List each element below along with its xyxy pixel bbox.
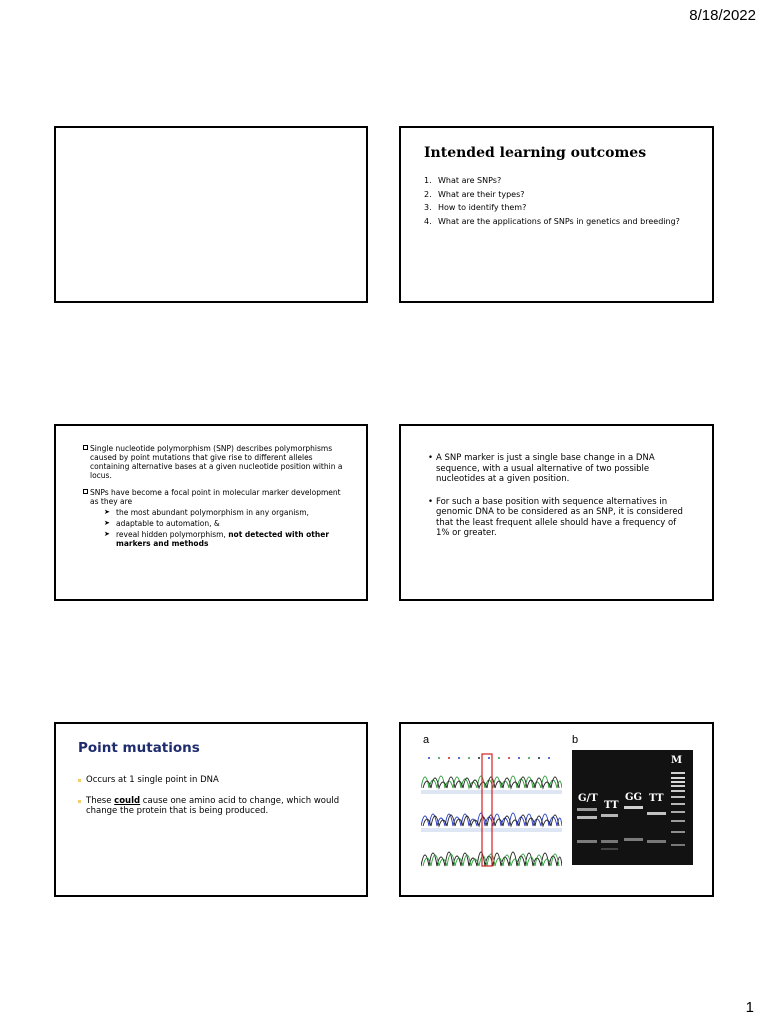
bullet-icon <box>78 800 81 803</box>
slide-title: Point mutations <box>78 740 200 756</box>
gel-label-tt: TT <box>604 800 619 811</box>
gel-label-gg: GG <box>625 792 643 803</box>
bullet-icon <box>78 779 81 782</box>
outcomes-list <box>424 176 686 230</box>
page-number: 1 <box>745 999 754 1016</box>
list-item: 4. What are the applications of SNPs in genetics and breeding? <box>424 216 680 226</box>
paragraph-occurs: Occurs at 1 single point in DNA <box>78 775 348 786</box>
panel-label-a: a <box>423 734 430 746</box>
paragraph-snp-marker: • A SNP marker is just a single base change in a DNA sequence, with a usual alternative of two possible nucleotides at a given position. <box>428 453 655 484</box>
gel-label-marker: M <box>671 755 683 766</box>
slide-3-snp-definition <box>54 424 368 601</box>
list-item: ➤ the most abundant polymorphism in any organism, <box>104 508 309 517</box>
list-item: 2. What are their types? <box>424 189 525 199</box>
slide-1-blank <box>54 126 368 303</box>
sub-list <box>104 508 351 548</box>
panel-label-b: b <box>572 734 579 746</box>
paragraph-snp-focal-point: SNPs have become a focal point in molecular marker development as they are ➤ the most abundant polymorphism in any organism, ➤ adaptable to automation, & ➤ reveal hidden polymorphism, not detected with other markers and methods <box>83 488 351 548</box>
list-item: ➤ reveal hidden polymorphism, not detected with other markers and methods <box>104 530 330 548</box>
arrow-bullet-icon: ➤ <box>104 530 110 538</box>
paragraph-amino-acid: These could cause one amino acid to change, which would change the protein that is being produced. <box>78 796 348 817</box>
checkbox-bullet-icon <box>83 445 88 450</box>
bullet-icon: • <box>428 453 434 463</box>
sequencing-chromatogram-image <box>421 752 562 868</box>
paragraph-snp-frequency: • For such a base position with sequence alternatives in genomic DNA to be considered as an SNP, it is considered that the least frequent allele should have a frequency of 1% or greater. <box>428 496 683 538</box>
slide-5-point-mutations <box>54 722 368 897</box>
paragraph-snp-definition: Single nucleotide polymorphism (SNP) describes polymorphisms caused by point mutations that give rise to different alleles containing alternative bases at a given nucleotide position within a locus. <box>83 444 351 480</box>
arrow-bullet-icon: ➤ <box>104 508 110 516</box>
gel-label-tt: TT <box>649 793 664 804</box>
page-date: 8/18/2022 <box>689 7 756 24</box>
slide-2-learning-outcomes <box>399 126 714 303</box>
slide-6-snp-figure <box>399 722 714 897</box>
gel-label-gt: G/T <box>578 793 598 804</box>
list-item: 3. How to identify them? <box>424 203 527 212</box>
list-item: 1. What are SNPs? <box>424 176 502 185</box>
bullet-icon: • <box>428 496 434 507</box>
gel-electrophoresis-image <box>572 750 693 865</box>
list-item: ➤ adaptable to automation, & <box>104 519 220 528</box>
slide-4-snp-marker <box>399 424 714 601</box>
checkbox-bullet-icon <box>83 489 88 494</box>
arrow-bullet-icon: ➤ <box>104 519 110 527</box>
slide-title: Intended learning outcomes <box>424 145 647 161</box>
